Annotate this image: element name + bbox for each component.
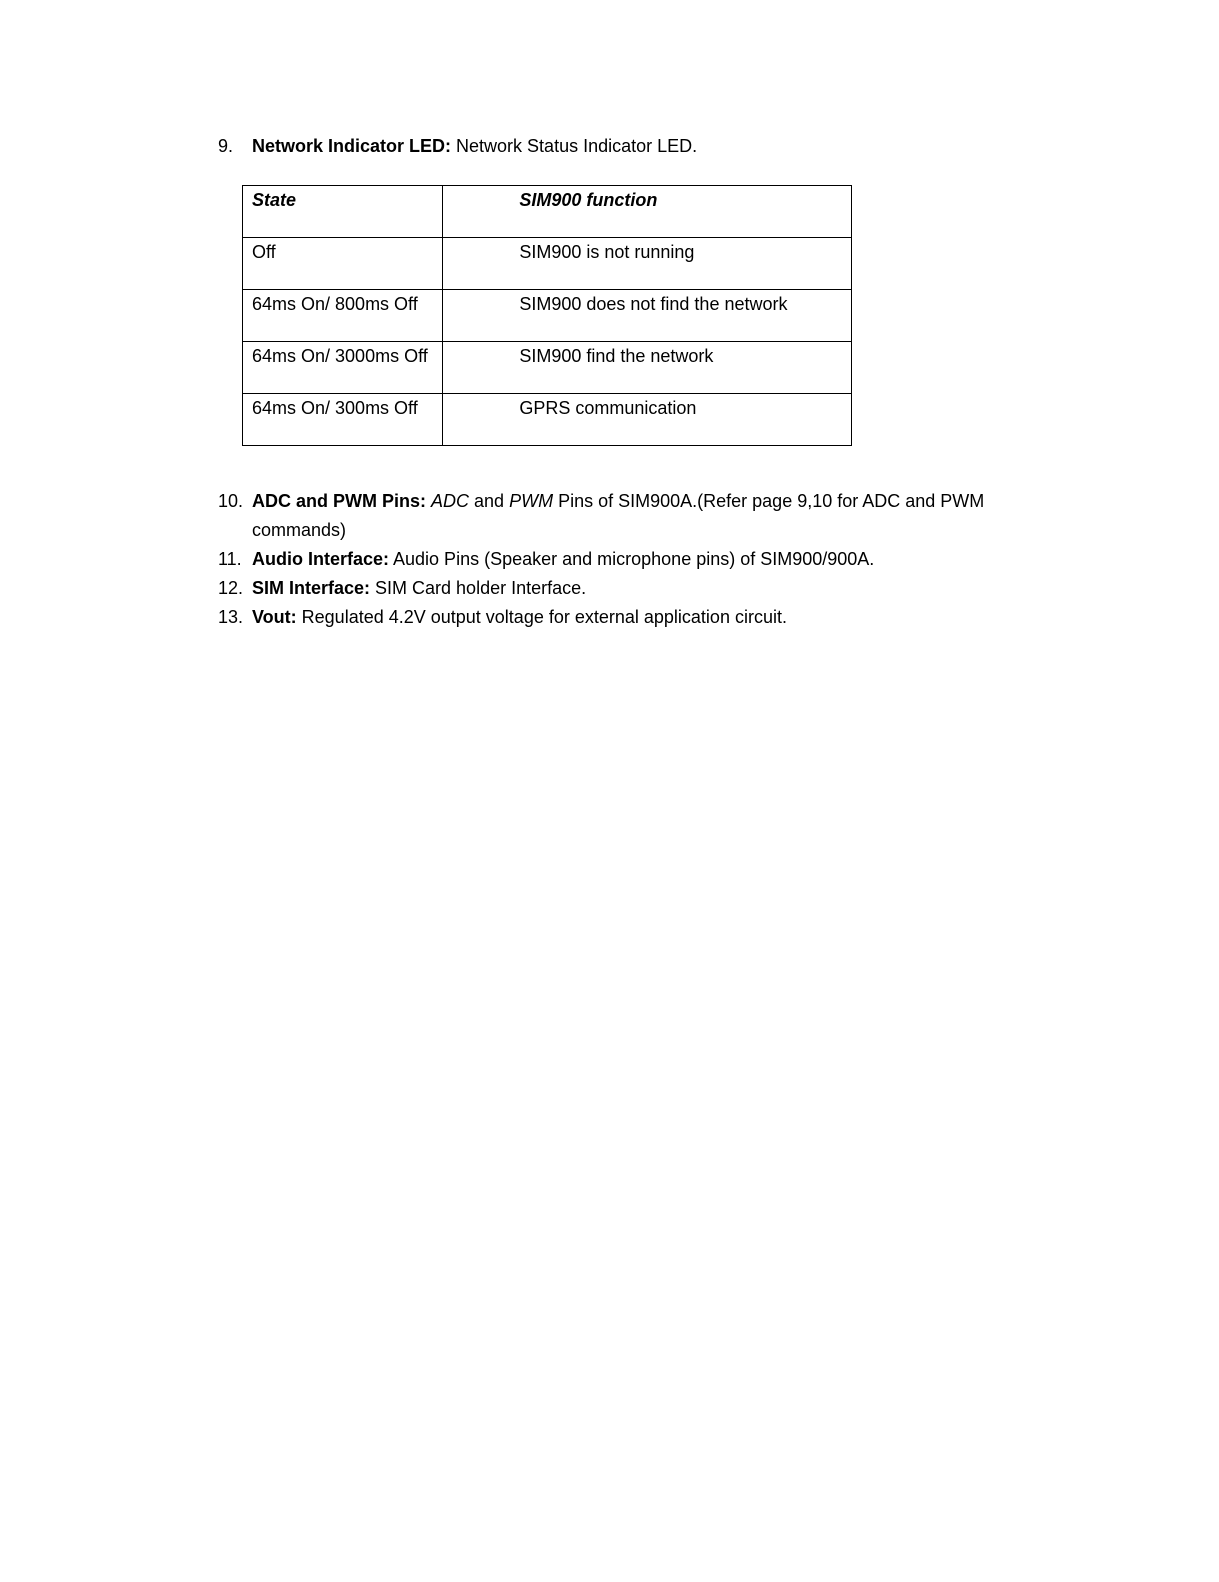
list-number: 13. [218, 607, 244, 627]
item-text: Network Status Indicator LED. [451, 136, 698, 156]
led-state-table [242, 185, 852, 446]
table-row [243, 394, 852, 446]
item-label: Audio Interface: [252, 549, 390, 569]
table-header-function: SIM900 function [443, 186, 852, 238]
list-content [252, 545, 1012, 574]
item-text: SIM Card holder Interface. [370, 578, 587, 598]
item-text-and: and [469, 491, 510, 511]
item-text: Audio Pins (Speaker and microphone pins) of SIM900/900A. [389, 549, 875, 569]
item-label: SIM Interface: [252, 578, 371, 598]
table-cell-state: Off [243, 238, 443, 290]
table-row [243, 290, 852, 342]
table-cell-function: GPRS communication [443, 394, 852, 446]
item-text: Pins of SIM900A.(Refer page 9,10 for ADC and PWM commands) [252, 491, 985, 540]
list-number: 12. [218, 578, 244, 598]
list-content [252, 487, 1012, 545]
list-content [252, 132, 1012, 161]
item-label: Vout: [252, 607, 297, 627]
table-row [243, 238, 852, 290]
list-content [252, 603, 1012, 632]
table-cell-state: 64ms On/ 800ms Off [243, 290, 443, 342]
table-cell-state: 64ms On/ 300ms Off [243, 394, 443, 446]
table-header-state: State [243, 186, 443, 238]
table-cell-state: 64ms On/ 3000ms Off [243, 342, 443, 394]
table-row [243, 342, 852, 394]
list-number: 9. [218, 136, 234, 156]
item-label: Network Indicator LED: [252, 136, 452, 156]
table-cell-function: SIM900 is not running [443, 238, 852, 290]
item-label: ADC and PWM Pins: [252, 491, 426, 511]
item-text: Regulated 4.2V output voltage for external application circuit. [296, 607, 787, 627]
table-cell-function: SIM900 find the network [443, 342, 852, 394]
table-header-row [243, 186, 852, 238]
item-italic-adc: ADC [431, 491, 470, 511]
list-content [252, 574, 1012, 603]
table-cell-function: SIM900 does not find the network [443, 290, 852, 342]
list-number: 11. [218, 549, 242, 569]
item-italic-pwm: PWM [509, 491, 554, 511]
list-number: 10. [218, 491, 244, 511]
